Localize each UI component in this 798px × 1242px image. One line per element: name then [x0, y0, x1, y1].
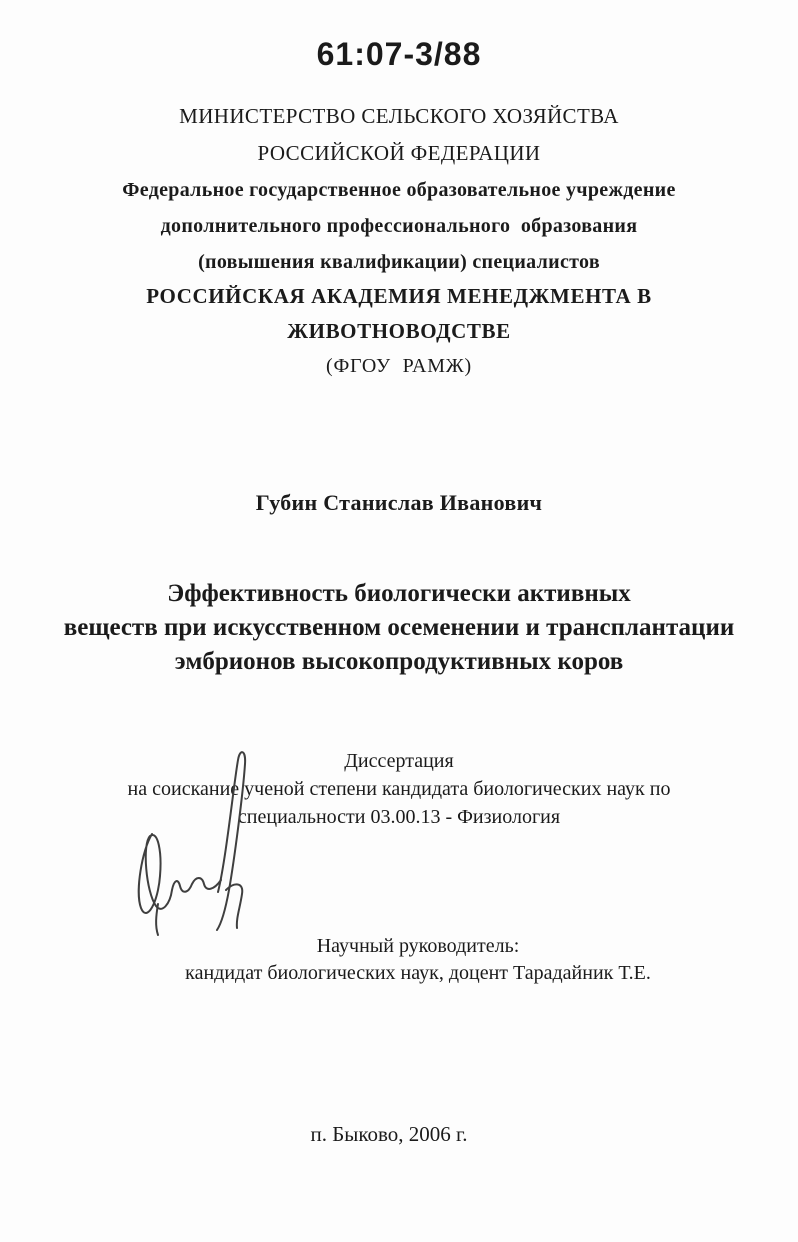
- signature-drawing: [122, 742, 267, 937]
- institution-heading: [0, 172, 798, 280]
- ministry-heading: [0, 98, 798, 172]
- institution-line-1: Федеральное государственное образовательное учреждение: [122, 179, 676, 201]
- supervisor-block: [38, 933, 798, 987]
- title-line-3: эмбрионов высокопродуктивных коров: [174, 648, 624, 675]
- institution-line-3: (повышения квалификации) специалистов: [198, 251, 600, 273]
- supervisor-line-2: кандидат биологических наук, доцент Тарадайник Т.Е.: [185, 962, 651, 984]
- catalog-number: 61:07-3/88: [316, 36, 482, 72]
- author-name: Губин Станислав Иванович: [255, 490, 543, 515]
- ministry-line-2: РОССИЙСКОЙ ФЕДЕРАЦИИ: [257, 141, 541, 165]
- supervisor-line-1: Научный руководитель:: [316, 935, 520, 957]
- title-line-2: веществ при искусственном осеменении и трансплантации: [63, 614, 735, 641]
- degree-line-3: специальности 03.00.13 - Физиология: [237, 806, 561, 828]
- institution-line-2: дополнительного профессионального образования: [160, 215, 638, 237]
- academy-line-1: РОССИЙСКАЯ АКАДЕМИЯ МЕНЕДЖМЕНТА В: [146, 284, 652, 308]
- academy-abbreviation: (ФГОУ РАМЖ): [326, 355, 472, 377]
- title-line-1: Эффективность биологически активных: [167, 580, 631, 607]
- handwritten-signature: [122, 742, 267, 937]
- place-and-year: п. Быково, 2006 г.: [310, 1122, 468, 1146]
- degree-statement: [0, 747, 798, 831]
- degree-line-2: на соискание ученой степени кандидата биологических наук по: [127, 778, 671, 800]
- academy-line-2: ЖИВОТНОВОДСТВЕ: [287, 319, 511, 343]
- degree-line-1: Диссертация: [344, 750, 454, 772]
- dissertation-title: [0, 577, 798, 679]
- ministry-line-1: МИНИСТЕРСТВО СЕЛЬСКОГО ХОЗЯЙСТВА: [179, 104, 619, 128]
- academy-heading: [0, 279, 798, 384]
